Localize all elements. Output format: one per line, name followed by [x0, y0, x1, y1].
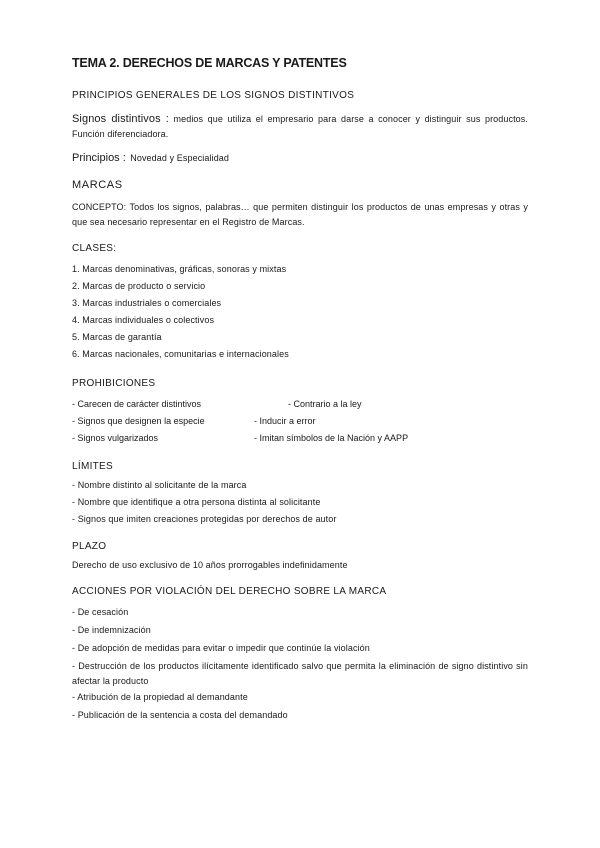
list-item: 3. Marcas industriales o comerciales	[72, 298, 222, 308]
list-item: - Publicación de la sentencia a costa del demandado	[72, 710, 288, 720]
list-item: 6. Marcas nacionales, comunitarias e internacionales	[72, 349, 289, 359]
list-item: - Nombre distinto al solicitante de la marca	[72, 480, 247, 490]
prohibicion-item: - Signos que designen la especie	[72, 416, 205, 426]
prohibicion-item: - Contrario a la ley	[288, 399, 362, 409]
signos-distintivos-text: medios que utiliza el empresario para darse a conocer y distinguir sus productos. Función diferenciadora.	[72, 114, 528, 139]
list-item: 4. Marcas individuales o colectivos	[72, 315, 215, 325]
prohibiciones-row	[72, 433, 528, 447]
prohibicion-item: - Inducir a error	[254, 416, 316, 426]
marcas-heading: MARCAS	[72, 179, 123, 191]
concepto-paragraph: CONCEPTO: Todos los signos, palabras… que permiten distinguir los productos de unas empresas y otras y que sea necesario representar en el Registro de Marcas.	[72, 202, 528, 227]
principios-label: Principios :	[72, 152, 126, 164]
prohibicion-item: - Imitan símbolos de la Nación y AAPP	[254, 433, 409, 443]
list-item: - De adopción de medidas para evitar o impedir que continúe la violación	[72, 643, 370, 653]
prohibicion-item: - Carecen de carácter distintivos	[72, 399, 202, 409]
principios-generales-heading: PRINCIPIOS GENERALES DE LOS SIGNOS DISTINTIVOS	[72, 90, 355, 101]
prohibiciones-heading: PROHIBICIONES	[72, 378, 156, 389]
plazo-text: Derecho de uso exclusivo de 10 años prorrogables indefinidamente	[72, 560, 348, 570]
acciones-heading: ACCIONES POR VIOLACIÓN DEL DERECHO SOBRE LA MARCA	[72, 586, 387, 597]
signos-distintivos-label: Signos distintivos :	[72, 113, 169, 125]
list-item: - Nombre que identifique a otra persona distinta al solicitante	[72, 497, 321, 507]
list-item: - Destrucción de los productos ilícitamente identificado salvo que permita la eliminación de signo distintivo sin afectar la producto	[72, 661, 528, 686]
list-item: 1. Marcas denominativas, gráficas, sonoras y mixtas	[72, 264, 287, 274]
prohibicion-item: - Signos vulgarizados	[72, 433, 159, 443]
list-item: 2. Marcas de producto o servicio	[72, 281, 206, 291]
principios-paragraph	[72, 148, 229, 166]
document-title: TEMA 2. DERECHOS DE MARCAS Y PATENTES	[72, 56, 347, 70]
limites-heading: LÍMITES	[72, 461, 113, 472]
prohibiciones-row	[72, 399, 528, 413]
list-item: - Atribución de la propiedad al demandante	[72, 692, 248, 702]
principios-text: Novedad y Especialidad	[130, 153, 230, 163]
list-item: - De cesación	[72, 607, 129, 617]
clases-heading: CLASES:	[72, 243, 117, 254]
plazo-heading: PLAZO	[72, 541, 107, 552]
list-item: - De indemnización	[72, 625, 151, 635]
list-item: - Signos que imiten creaciones protegidas por derechos de autor	[72, 514, 337, 524]
list-item: 5. Marcas de garantía	[72, 332, 162, 342]
prohibiciones-row	[72, 416, 528, 430]
signos-distintivos-paragraph	[72, 112, 528, 142]
